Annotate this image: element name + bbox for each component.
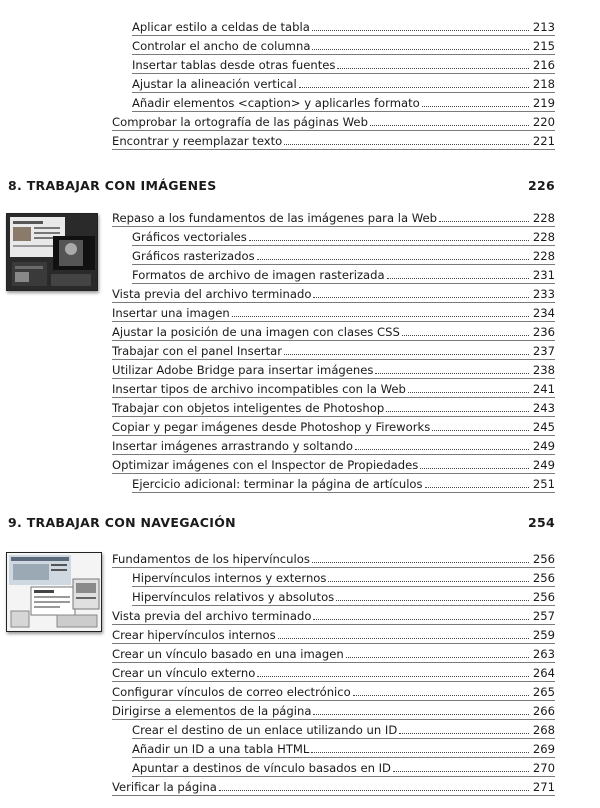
toc-entry-page: 263 [532,647,555,661]
toc-entry [112,549,555,568]
toc-entry-title: Crear un vínculo basado en una imagen [112,647,344,661]
toc-entry-page: 234 [532,306,555,320]
toc-entry-page: 265 [532,685,555,699]
toc-entry-title: Ajustar la alineación vertical [132,77,297,91]
toc-dot-leader [249,240,529,241]
toc-entry-page: 216 [532,58,555,72]
toc-entry [112,322,555,341]
toc-entry-page: 251 [532,477,555,491]
toc-entry-page: 270 [532,761,555,775]
toc-entry-title: Configurar vínculos de correo electrónico [112,685,351,699]
chapter-9-heading [8,515,555,530]
toc-dot-leader [355,449,529,450]
toc-dot-leader [219,790,529,791]
toc-entry-page: 228 [532,211,555,225]
toc-entry-page: 266 [532,704,555,718]
toc-entry-title: Crear un vínculo externo [112,666,256,680]
toc-entry [112,398,555,417]
toc-entry-page: 269 [532,742,555,756]
toc-entry-title: Hipervínculos internos y externos [132,571,327,585]
toc-entry-title: Encontrar y reemplazar texto [112,134,283,148]
toc-dot-leader [232,316,529,317]
toc-dot-leader [346,657,529,658]
toc-entry [112,360,555,379]
toc-entry [132,36,555,55]
toc-entry [112,112,555,131]
chapter-8-heading [8,178,555,193]
toc-dot-leader [299,87,529,88]
toc-entry-title: Gráficos rasterizados [132,249,255,263]
toc-entry [132,74,555,93]
toc-entry-page: 228 [532,230,555,244]
toc-dot-leader [408,392,529,393]
toc-entry [112,436,555,455]
toc-entry-page: 271 [532,780,555,794]
toc-dot-leader [387,278,529,279]
toc-dot-leader [313,619,529,620]
toc-dot-leader [393,771,529,772]
toc-dot-leader [370,125,529,126]
toc-dot-leader [284,144,529,145]
toc-entry [112,379,555,398]
toc-entry [132,568,555,587]
toc-entry-page: 237 [532,344,555,358]
toc-entry-page: 215 [532,39,555,53]
toc-entry-title: Crear el destino de un enlace utilizando un ID [132,723,398,737]
toc-dot-leader [284,354,529,355]
toc-dot-leader [328,581,529,582]
toc-entry-title: Optimizar imágenes con el Inspector de Propiedades [112,458,419,472]
toc-entry-title: Repaso a los fundamentos de las imágenes para la Web [112,211,438,225]
toc-entry-title: Añadir un ID a una tabla HTML [132,742,310,756]
toc-entry [112,701,555,720]
toc-entry [112,417,555,436]
toc-entry-page: 231 [532,268,555,282]
toc-entry-page: 220 [532,115,555,129]
toc-entry [132,720,555,739]
toc-dot-leader [313,297,529,298]
toc-entry [132,17,555,36]
toc-entry [132,758,555,777]
toc-entry-title: Crear hipervínculos internos [112,628,276,642]
toc-entry-title: Controlar el ancho de columna [132,39,311,53]
toc-entry-title: Trabajar con el panel Insertar [112,344,283,358]
toc-dot-leader [402,335,529,336]
toc-entry-title: Vista previa del archivo terminado [112,609,312,623]
toc-dot-leader [353,695,529,696]
toc-entry [112,455,555,474]
toc-entry-page: 221 [532,134,555,148]
toc-dot-leader [425,487,529,488]
toc-dot-leader [257,259,529,260]
toc-entry-title: Apuntar a destinos de vínculo basados en ID [132,761,391,775]
toc-entry [112,644,555,663]
toc-entry-page: 256 [532,590,555,604]
toc-entry-page: 241 [532,382,555,396]
toc-entry-page: 257 [532,609,555,623]
toc-entry-page: 218 [532,77,555,91]
toc-entry-title: Verificar la página [112,780,217,794]
toc-entry-page: 228 [532,249,555,263]
toc-dot-leader [313,714,529,715]
toc-entry-title: Ejercicio adicional: terminar la página de artículos [132,477,423,491]
toc-entry-title: Insertar imágenes arrastrando y soltando [112,439,353,453]
toc-entry-title: Gráficos vectoriales [132,230,247,244]
toc-entry [132,246,555,265]
toc-entry-page: 213 [532,20,555,34]
toc-entry [112,625,555,644]
toc-entry-title: Copiar y pegar imágenes desde Photoshop y Fireworks [112,420,431,434]
toc-entry-title: Añadir elementos <caption> y aplicarles formato [132,96,420,110]
toc-entry-title: Aplicar estilo a celdas de tabla [132,20,310,34]
toc-entry [132,265,555,284]
toc-entry [132,739,555,758]
chapter-8-title: 8. TRABAJAR CON IMÁGENES [8,178,217,193]
toc-dot-leader [432,430,529,431]
toc-entry-title: Insertar tipos de archivo incompatibles con la Web [112,382,406,396]
toc-entry [112,131,555,150]
toc-entry-page: 249 [532,458,555,472]
toc-dot-leader [422,106,529,107]
toc-dot-leader [386,411,529,412]
chapter-8-page: 226 [528,178,555,193]
toc-entry-page: 256 [532,552,555,566]
toc-dot-leader [257,676,529,677]
toc-dot-leader [336,600,529,601]
toc-entry [132,93,555,112]
toc-entry-title: Dirigirse a elementos de la página [112,704,312,718]
toc-entry-page: 243 [532,401,555,415]
toc-entry-page: 268 [532,723,555,737]
toc-entry-page: 238 [532,363,555,377]
toc-section-continued [112,17,555,150]
toc-entry-title: Utilizar Adobe Bridge para insertar imágenes [112,363,374,377]
toc-dot-leader [399,733,529,734]
chapter-8-entries [112,208,555,493]
toc-dot-leader [439,221,529,222]
toc-entry-page: 249 [532,439,555,453]
toc-entry-title: Trabajar con objetos inteligentes de Photoshop [112,401,385,415]
toc-entry [112,341,555,360]
toc-entry [112,208,555,227]
toc-entry [132,55,555,74]
toc-entry-page: 259 [532,628,555,642]
chapter-9-entries [112,549,555,796]
toc-entry-page: 219 [532,96,555,110]
toc-entry [112,303,555,322]
toc-entry [112,663,555,682]
toc-dot-leader [312,49,529,50]
toc-entry [132,587,555,606]
chapter-8-thumbnail-image [6,213,98,291]
toc-entry-page: 236 [532,325,555,339]
toc-dot-leader [311,752,529,753]
toc-entry [112,606,555,625]
toc-entry-page: 245 [532,420,555,434]
toc-entry-title: Comprobar la ortografía de las páginas Web [112,115,368,129]
toc-entry [112,284,555,303]
toc-entry-page: 233 [532,287,555,301]
toc-entry-title: Insertar tablas desde otras fuentes [132,58,336,72]
toc-dot-leader [420,468,529,469]
toc-entry [112,682,555,701]
chapter-9-title: 9. TRABAJAR CON NAVEGACIÓN [8,515,236,530]
toc-entry-title: Insertar una imagen [112,306,230,320]
toc-entry-title: Hipervínculos relativos y absolutos [132,590,335,604]
toc-dot-leader [375,373,529,374]
toc-dot-leader [278,638,529,639]
toc-entry [132,474,555,493]
toc-entry-page: 264 [532,666,555,680]
chapter-9-thumbnail-image [6,552,102,632]
toc-dot-leader [312,562,529,563]
chapter-9-page: 254 [528,515,555,530]
toc-entry [112,777,555,796]
toc-entry-page: 256 [532,571,555,585]
toc-dot-leader [337,68,529,69]
toc-entry-title: Ajustar la posición de una imagen con clases CSS [112,325,400,339]
toc-dot-leader [312,30,529,31]
toc-entry-title: Fundamentos de los hipervínculos [112,552,310,566]
toc-entry-title: Vista previa del archivo terminado [112,287,312,301]
toc-entry [132,227,555,246]
toc-entry-title: Formatos de archivo de imagen rasterizada [132,268,385,282]
